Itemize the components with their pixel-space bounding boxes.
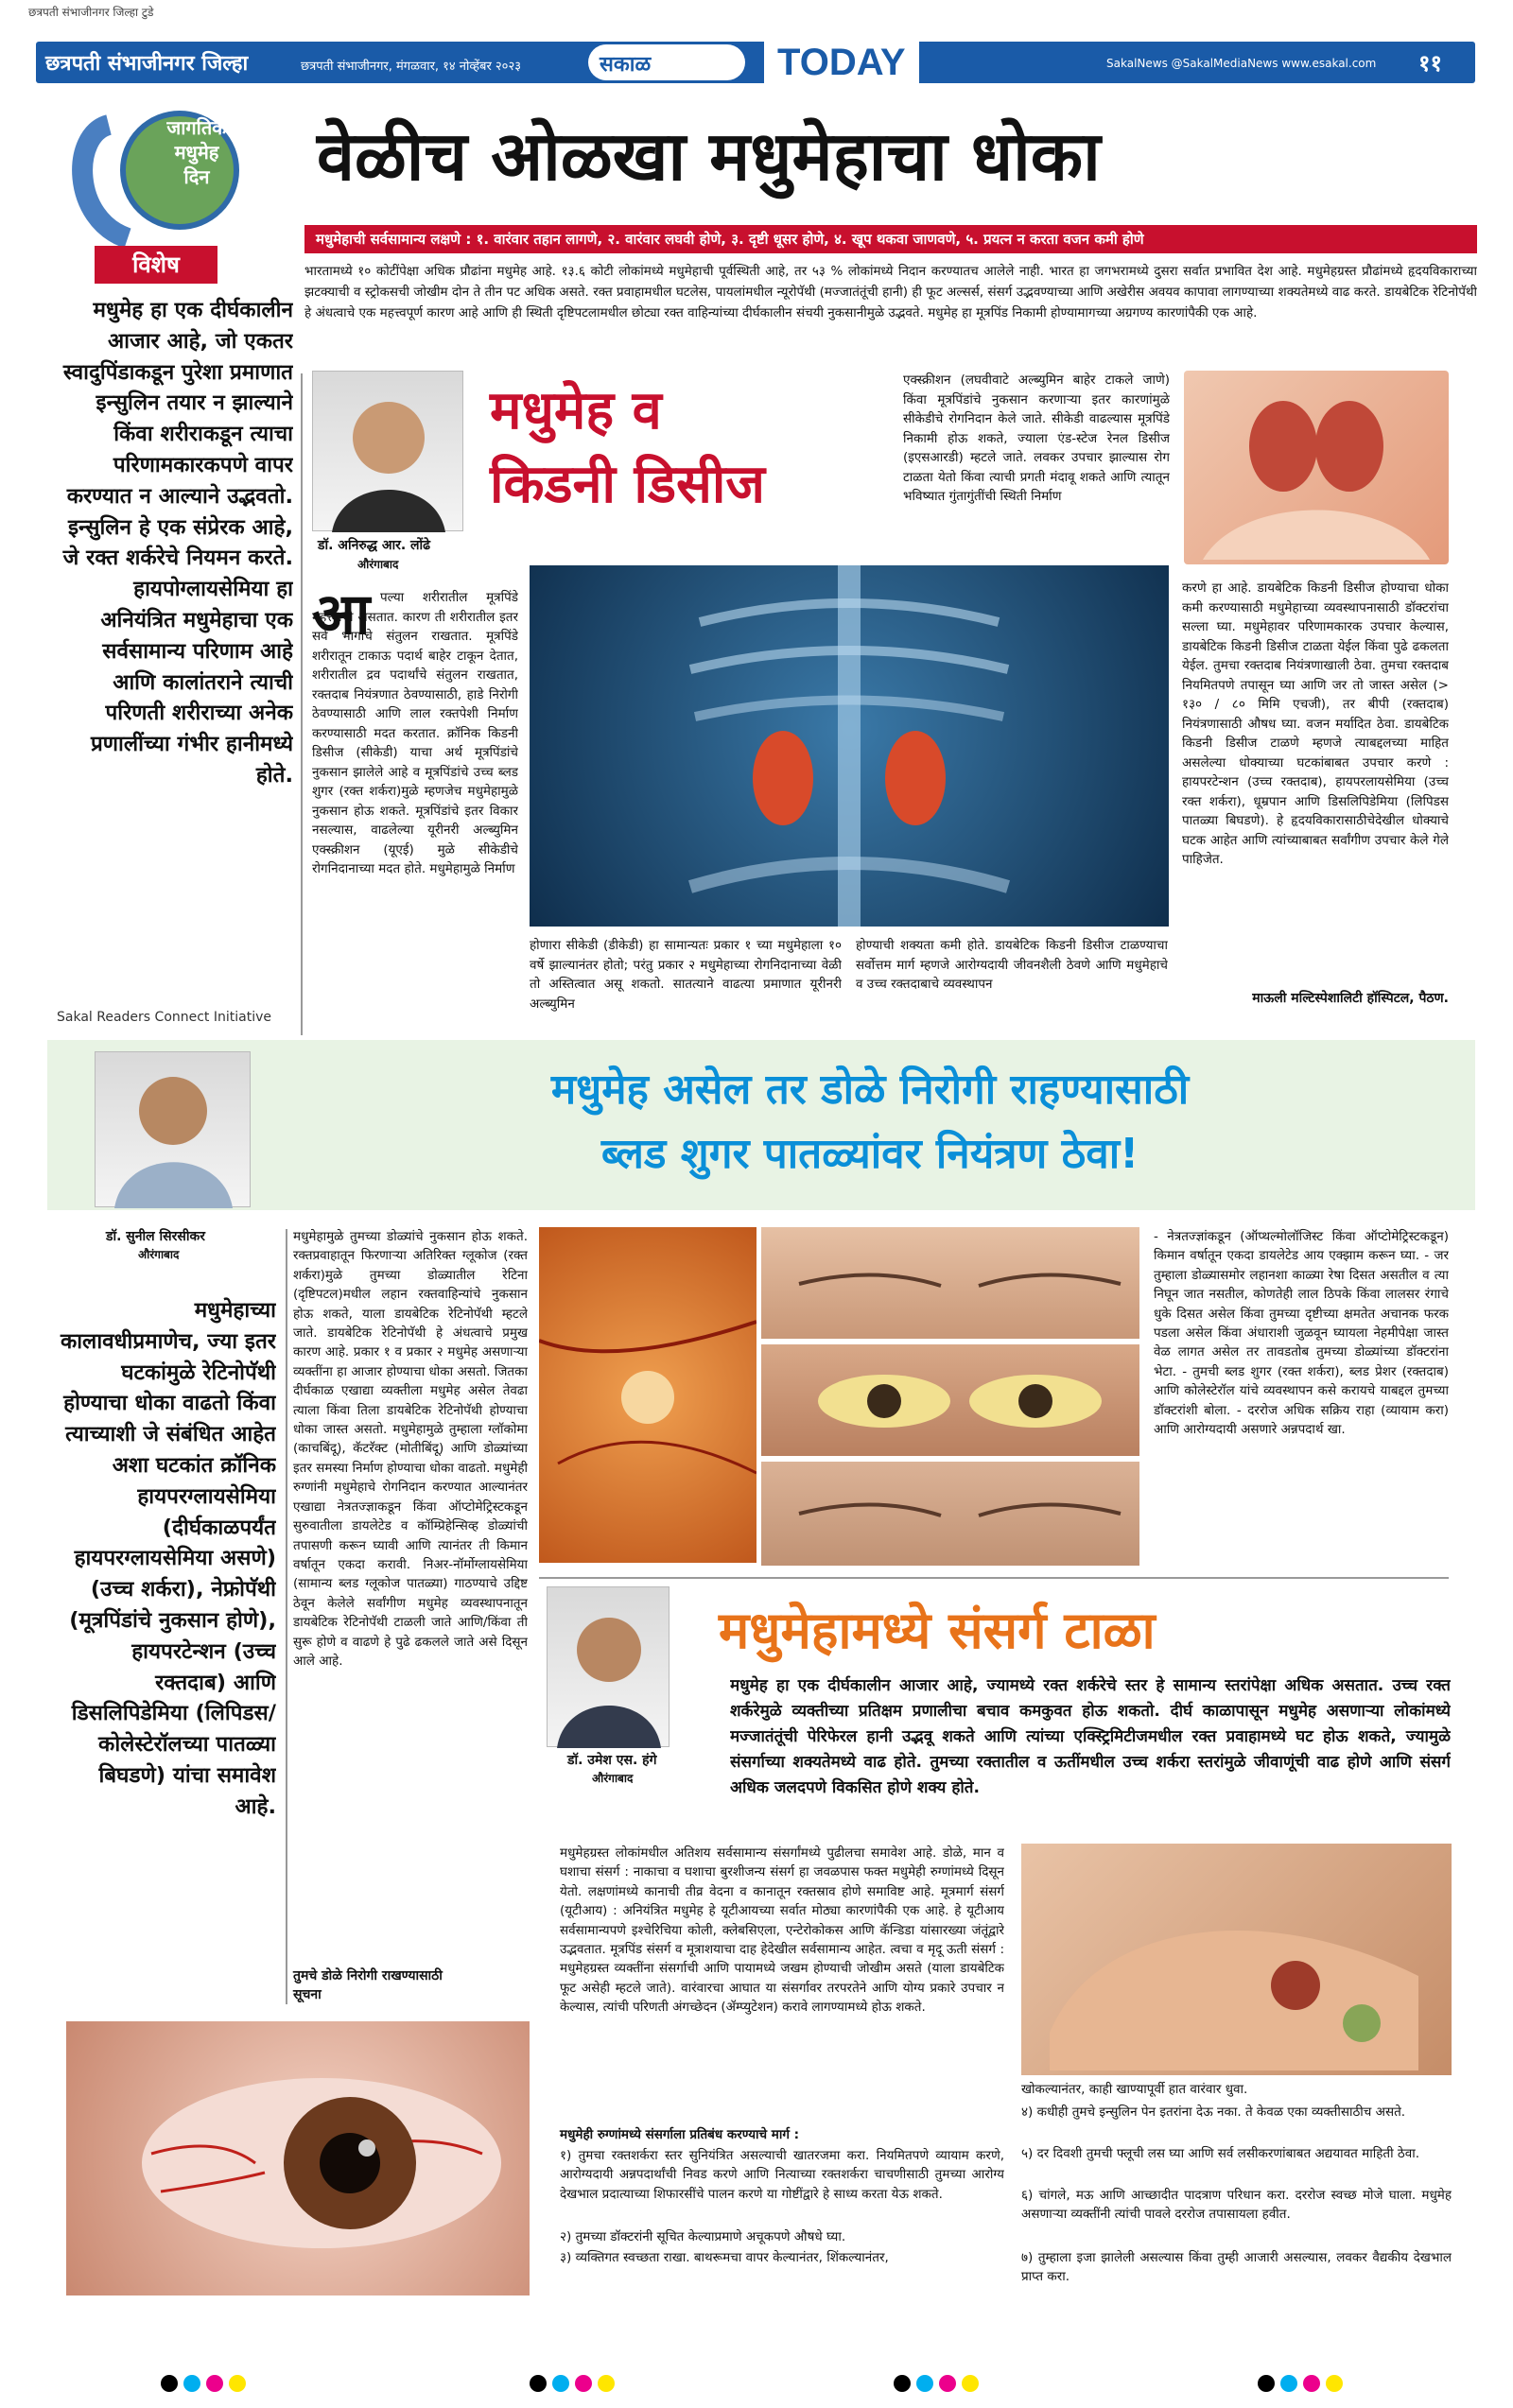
red-eye-image [66, 2021, 530, 2295]
column-divider-2 [286, 1229, 287, 2004]
kidney-author: डॉ. अनिरुद्ध आर. लोंढे [318, 538, 431, 553]
infection-author-location: औरंगाबाद [592, 1772, 634, 1785]
eyes-title-1: मधुमेह असेल तर डोळे निरोगी राहण्यासाठी [550, 1065, 1190, 1114]
eyes-mid-text: मधुमेहामुळे तुमच्या डोळ्यांचे नुकसान होऊ शकते. रक्तप्रवाहातून फिरणाऱ्या अतिरिक्त ग्लूकोज (रक्त शर्करा)मुळे तुमच्या डोळ्यातील रेटिना (दृष्टिपटल)मधील लहान रक्तवाहिन्यांचे नुकसान होऊ शकते, याला डायबेटिक रेटिनोपॅथी म्हटले जाते. डायबेटिक रेटिनोपॅथी हे अंधत्वाचे प्रमुख कारण आहे. प्रकार १ व प्रकार २ मधुमेह असणाऱ्या व्यक्तींना हा आजार होण्याचा धोका असतो. जितका दीर्घकाळ एखाद्या व्यक्तीला मधुमेह असेल तेवढा त्याला किंवा तिला डायबेटिक रेटिनोपॅथी होण्याचा धोका जास्त असतो. मधुमेहामुळे तुम्हाला ग्लॉकोमा (काचबिंदू), कॅटरॅक्ट (मोतीबिंदू) आणि डोळ्यांच्या इतर समस्या निर्माण होण्याचा धोका वाढतो. मधुमेही रुग्णांनी मधुमेहाचे रोगनिदान करण्यात आल्यानंतर एखाद्या नेत्रतज्ज्ञाकडून किंवा ऑप्टोमेट्रिस्टकडून सुरुवातीला डायलेटेड व कॉम्प्रिहेन्सिव्ह डोळ्यांची तपासणी करून घ्यावी आणि त्यानंतर ती किमान वर्षातून एकदा करावी. निअर-नॉर्मोग्लायसेमिया (सामान्य ब्लड ग्लूकोज पातळ्या) गाठण्याचे उद्दिष्ट ठेवून केलेले सर्वांगीण मधुमेह व्यवस्थापनातून डायबेटिक रेटिनोपॅथी टाळली जाते आणि/किंवा ती सुरू होणे व वाढणे हे पुढे ढकलले जाते असे दिसून आले आहे. [293, 1229, 528, 1669]
author-photo-londhe [312, 371, 463, 531]
intro-paragraph: भारतामध्ये १० कोटींपेक्षा अधिक प्रौढांना मधुमेह आहे. १३.६ कोटी लोकांमध्ये मधुमेहाची पूर्वस्थिती आहे, तर ५३ % लोकांमध्ये निदान करण्यातच आलेले नाही. भारत हा जगभरामध्ये दुसरा सर्वात प्रभावित देश आहे. मधुमेहग्रस्त प्रौढांमध्ये हृदयविकाराच्या झटक्याची व स्ट्रोकसची जोखीम दोन ते तीन पट अधिक असते. रक्त प्रवाहामधील घटलेस, पायलांमधील न्यूरोपॅथी (मज्जातंतूंची हानी) ही फूट अल्सर्स, संसर्ग उद्भवण्याच्या आणि अखेरीस अवयव कापावा लागण्याच्या शक्यतेमध्ये वाढ करते. डायबेटिक रेटिनोपॅथी हे अंधत्वाचे एक महत्त्वपूर्ण कारण आहे आणि ही स्थिती दृष्टिपटलामधील छोट्या रक्त वाहिन्यांच्या दीर्घकालीन संचयी नुकसानीमुळे उद्भवते. मधुमेह हा मूत्रपिंड निकामी होण्यामागच्या अग्रगण्य कारणांपैकी एक आहे. [304, 264, 1477, 320]
kidneys-illustration [1184, 371, 1449, 564]
eye-icon [66, 2021, 530, 2295]
author-photo-sirsikar [95, 1051, 251, 1207]
infection-right-top: खोकल्यानंतर, काही खाण्यापूर्वी हात वारंवार धुवा. [1021, 2082, 1248, 2097]
badge-line3: दिन [183, 165, 210, 188]
kidney-author-location: औरंगाबाद [357, 558, 399, 571]
author-photo-hange [547, 1586, 670, 1747]
prevention-item-7: ७) तुम्हाला इजा झालेली असल्यास किंवा तुम्ही आजारी असल्यास, लवकर वैद्यकीय देखभाल प्राप्त करा. [1021, 2250, 1452, 2285]
eyes-right-text: - नेत्रतज्ज्ञांकडून (ऑप्थल्मोलॉजिस्ट किंवा ऑप्टोमेट्रिस्टकडून) किमान वर्षातून एकदा डायलेटेड आय एक्झाम करून घ्या. - जर तुम्हाला डोळ्यासमोर लहानशा काळ्या रेषा दिसत असतील व त्या निघून जात नसतील, कोणतेही लाल ठिपके किंवा लालसर रंगाचे धुके दिसत असेल किंवा तुमच्या दृष्टीच्या क्षमतेत अचानक फरक पडला असेल किंवा अंधाराशी जुळवून घ्यायला नेहमीपेक्षा जास्त वेळ लागत असेल तर तावडतोब तुमच्या डोळ्यांच्या डॉक्टरांना भेटा. - तुमची ब्लड शुगर (रक्त शर्करा), ब्लड प्रेशर (रक्तदाब) आणि कोलेस्टेरॉल यांचे व्यवस्थापन कसे करायचे याबद्दल तुमच्या डॉक्टरांशी बोला. - दररोज अधिक सक्रिय राहा (व्यायाम करा) आणि आरोग्यदायी असणारे अन्नपदार्थ खा. [1154, 1229, 1449, 1438]
prevention-heading: मधुमेही रुग्णांमध्ये संसर्गाला प्रतिबंध करण्याचे मार्ग : [560, 2127, 800, 2142]
running-head: छत्रपती संभाजीनगर जिल्हा टुडे [28, 6, 154, 19]
eye-icon [761, 1462, 1139, 1566]
closed-eye-image [761, 1227, 1139, 1339]
column-divider [301, 373, 303, 1035]
eyes-tips-heading-2: सूचना [293, 1987, 322, 2002]
kidney-dropcap: आ [312, 581, 371, 648]
swollen-eye-image [761, 1462, 1139, 1566]
kidney-title-2: किडनी डिसीज [490, 454, 765, 515]
badge-line2: मधुमेह [174, 141, 219, 164]
kidney-title-1: मधुमेह व [490, 380, 662, 442]
kidney-hospital-credit: माऊली मल्टिस्पेशालिटी हॉस्पिटल, पैठण. [1252, 991, 1449, 1006]
infection-lead: मधुमेह हा एक दीर्घकालीन आजार आहे, ज्यामध्ये रक्त शर्करेचे स्तर हे सामान्य स्तरांपेक्षा अधिक असतात. उच्च रक्त शर्करेमुळे व्यक्तीच्या प्रतिक्षम प्रणालीचा बचाव कमकुवत होऊ शकतो. दीर्घ काळापासून मधुमेह असणाऱ्या लोकांमध्ये मज्जातंतूंची पेरिफेरल हानी उद्भवू शकते आणि त्यांच्या एक्स्ट्रिमिटीजमधील रक्त प्रवाहामध्ये घट होऊ शकते, ज्यामुळे संसर्गाच्या शक्यतेमध्ये वाढ होते. तुमच्या रक्तातील व ऊतींमधील उच्च शर्करा स्तरांमुळे जीवाणूंची वाढ होणे आणि संसर्ग अधिक जलदपणे विकसित होणे शक्य होते. [730, 1676, 1451, 1797]
prevention-item-1: १) तुमचा रक्तशर्करा स्तर सुनियंत्रित असल्याची खातरजमा करा. नियमितपणे व्यायाम करणे, आरोग्यदायी अन्नपदार्थांची निवड करणे आणि नित्याच्या रक्तशर्करा चाचणीसाठी तुमच्या आरोग्य देखभाल प्रदात्याच्या शिफारसींचे पालन करणे या गोष्टींद्वारे हे साध्य करता येऊ शकते. [560, 2148, 1004, 2202]
district-title: छत्रपती संभाजीनगर जिल्हा [45, 52, 249, 76]
section-divider [539, 1577, 1449, 1579]
eye-icon [761, 1227, 1139, 1339]
kidney-col2-top: एक्स्क्रीशन (लघवीवाटे अल्ब्युमिन बाहेर टाकले जाणे) किंवा मूत्रपिंडांचे नुकसान करणाऱ्या इतर कारणांमुळे सीकेडीचे रोगनिदान केले जाते. सीकेडी वाढल्यास मूत्रपिंडे निकामी होऊ शकते, ज्याला एंड-स्टेज रेनल डिसीज (इएसआरडी) म्हटले जाते. लवकर उपचार झाल्यास रोग टाळता येतो किंवा त्याची प्रगती मंदावू शकते आणि त्यातून भविष्यात गुंतागुंतींची स्थिती निर्माण [903, 372, 1170, 504]
main-title: वेळीच ओळखा मधुमेहाचा धोका [317, 116, 1101, 196]
eyes-tips-heading: तुमचे डोळे निरोगी राखण्यासाठी [293, 1968, 443, 1984]
prevention-item-3: ३) व्यक्तिगत स्वच्छता राखा. बाथरूमचा वापर केल्यानंतर, शिंकल्यानंतर, [560, 2250, 889, 2265]
kidney-col1: पल्या शरीरातील मूत्रपिंडे महत्त्वाची असतात. कारण ती शरीरातील इतर सर्व भागांचे संतुलन राखतात. मूत्रपिंडे शरीरातून टाकाऊ पदार्थ बाहेर टाकून देतात, शरीरातील द्रव पदार्थांचे संतुलन राखतात, रक्तदाब नियंत्रणात ठेवण्यासाठी, हाडे निरोगी ठेवण्यासाठी आणि लाल रक्तपेशी निर्माण करण्यासाठी मदत करतात. क्रॉनिक किडनी डिसीज (सीकेडी) याचा अर्थ मूत्रपिंडांचे नुकसान झालेले आहे व मूत्रपिंडांचे उच्च ब्लड शुगर (रक्त शर्करा)मुळे म्हणजेच मधुमेहामुळे नुकसान होऊ शकते. मूत्रपिंडांचे इतर विकार नसल्यास, वाढलेल्या यूरीनरी अल्ब्युमिन एक्स्क्रीशन (यूएई) मुळे सीकेडीचे रोगनिदानाच्या मदत होते. मधुमेहामुळे निर्माण [312, 590, 518, 876]
symptoms-bar: मधुमेहाची सर्वसामान्य लक्षणे : १. वारंवार तहान लागणे, २. वारंवार लघवी होणे, ३. दृष्टी धूसर होणे, ४. खूप थकवा जाणवणे, ५. प्रयत्न न करता वजन कमी होणे [304, 225, 1477, 253]
social-links[interactable]: SakalNews @SakalMediaNews www.esakal.com [1106, 57, 1377, 70]
prevention-item-4: ४) कधीही तुमचे इन्सुलिन पेन इतरांना देऊ नका. ते केवळ एका व्यक्तीसाठीच असते. [1021, 2105, 1406, 2120]
eyes-left-text: मधुमेहाच्या कालावधीप्रमाणेच, ज्या इतर घटकांमुळे रेटिनोपॅथी होण्याचा धोका वाढतो किंवा त्याच्याशी जे संबंधित आहेत अशा घटकांत क्रॉनिक हायपरग्लायसेमिया (दीर्घकाळपर्यंत हायपरग्लायसेमिया असणे) (उच्च शर्करा), नेफ्रोपॅथी (मूत्रपिंडांचे नुकसान होणे), हायपरटेन्शन (उच्च रक्तदाब) आणि डिसलिपिडेमिया (लिपिडस/ कोलेस्टेरॉलच्या पातळ्या बिघडणे) यांचा समावेश आहे. [60, 1298, 276, 1819]
left-column-text: मधुमेह हा एक दीर्घकालीन आजार आहे, जो एकतर स्वादुपिंडाकडून पुरेशा प्रमाणात इन्सुलिन तयार न झाल्याने किंवा शरीराकडून त्याचा परिणामकारकपणे वापर करण्यात न आल्याने उद्भवतो. इन्सुलिन हे एक संप्रेरक आहे, जे रक्त शर्करेचे नियमन करते. हायपोग्लायसेमिया हा अनियंत्रित मधुमेहाचा एक सर्वसामान्य परिणाम आहे आणि कालांतराने त्याची परिणती शरीराच्या अनेक प्रणालींच्या गंभीर हानीमध्ये होते. [62, 298, 293, 788]
kidney-hands-image [1184, 371, 1449, 564]
prevention-item-5: ५) दर दिवशी तुमची फ्लूची लस घ्या आणि सर्व लसीकरणांबाबत अद्ययावत माहिती ठेवा. [1021, 2146, 1419, 2161]
kidney-bottom-1: होणारा सीकेडी (डीकेडी) हा सामान्यतः प्रकार १ च्या मधुमेहाला १० वर्षे झाल्यानंतर होतो; परंतु प्रकार २ मधुमेहाच्या रोगनिदानाच्या वेळी तो अस्तित्वात असू शकतो. सातत्याने वाढत्या प्रमाणात यूरीनरी अल्ब्युमिन [530, 938, 842, 1012]
yellow-eye-image [761, 1344, 1139, 1456]
retina-image [539, 1227, 756, 1563]
infection-title: मधुमेहामध्ये संसर्ग टाळा [719, 1601, 1156, 1660]
infection-body: मधुमेहग्रस्त लोकांमधील अतिशय सर्वसामान्य संसर्गांमध्ये पुढीलचा समावेश आहे. डोळे, मान व घशाचा संसर्ग : नाकाचा व घशाचा बुरशीजन्य संसर्ग हा जवळपास फक्त मधुमेही रुग्णांमध्ये दिसून येतो. लक्षणांमध्ये कानाची तीव्र वेदना व कानातून रक्तस्राव होणे समाविष्ट आहे. मूत्रमार्ग संसर्ग (यूटीआय) : अनियंत्रित मधुमेह हे यूटीआयच्या सर्वात मोठ्या कारणांपैकी एक आहे. हे यूटीआय सर्वसामान्यपणे इश्चेरिचिया कोली, क्लेबसिएला, एन्टेरोकोकस आणि कॅन्डिडा यांसारख्या जंतूंद्वारे उद्भवतात. मूत्रपिंड संसर्ग व मूत्राशयाचा दाह हेदेखील सर्वसामान्य आहेत. त्वचा व मृदू ऊती संसर्ग : मधुमेहग्रस्त व्यक्तींना संसर्गाची आणि पायामध्ये जखम होण्याची जोखीम असते (याला डायबेटिक फूट असेही म्हटले जाते). वारंवारचा आघात या संसर्गावर तरपरतेने आणि योग्य प्रकारे उपचार न केल्यास, त्यांची परिणती अंगच्छेदन (ॲम्प्युटेशन) करावे लागण्यामध्ये होऊ शकते. [560, 1845, 1004, 2016]
registration-marks-4 [1258, 2375, 1371, 2394]
xray-kidney-image [530, 565, 1169, 927]
kidney-col3: करणे हा आहे. डायबेटिक किडनी डिसीज होण्याचा धोका कमी करण्यासाठी मधुमेहाच्या व्यवस्थापनासाठी डॉक्टरांचा सल्ला घ्या. मधुमेहावर परिणामकारक उपचार केल्यास, डायबेटिक किडनी डिसीज टाळता येईल किंवा पुढे ढकलता येईल. तुमचा रक्तदाब नियंत्रणाखाली ठेवा. तुमचा रक्तदाब नियमितपणे तपासून घ्या आणि जर तो जास्त असेल (> १३० / ८० मिमि एचजी), तर बीपी (रक्तदाब) नियंत्रणासाठी औषध घ्या. वजन मर्यादित ठेवा. डायबेटिक किडनी डिसीज टाळणे म्हणजे त्याबद्दलच्या माहित असलेल्या धोक्याच्या घटकांबाबत उपचार करणे : हायपरटेन्शन (उच्च रक्तदाब), हायपरलायसेमिया (उच्च रक्त शर्करा), धूम्रपान आणि डिसलिपिडेमिया (लिपिडस पातळ्या बिघडणे). हे हृदयविकारासाठीचेदेखील धोक्याचे घटक आहेत आणि त्यांच्याबाबत सर्वांगीण उपचार केले गेले पाहिजेत. [1182, 580, 1449, 867]
person-icon [548, 1587, 670, 1748]
person-icon [96, 1052, 252, 1208]
eyes-title-2: ब्लड शुगर पातळ्यांवर नियंत्रण ठेवा! [600, 1130, 1139, 1178]
eyes-author-location: औरंगाबाद [138, 1248, 180, 1261]
blood-vessels-illustration [539, 1227, 756, 1563]
infection-author: डॉ. उमेश एस. हंगे [567, 1753, 657, 1768]
prevention-item-6: ६) चांगले, मऊ आणि आच्छादीत पादत्राण परिधान करा. दररोज स्वच्छ मोजे घाला. मधुमेह असणाऱ्या व्यक्तींनी त्यांची पावले दररोज तपासायला हवीत. [1021, 2188, 1452, 2223]
registration-marks-1 [161, 2375, 274, 2394]
page-number: ११ [1418, 50, 1442, 77]
eye-icon [761, 1344, 1139, 1456]
foot-illustration [1021, 1844, 1452, 2075]
diabetic-foot-image [1021, 1844, 1452, 2075]
prevention-item-2: २) तुमच्या डॉक्टरांनी सूचित केल्याप्रमाणे अचूकपणे औषधे घ्या. [560, 2229, 846, 2244]
person-icon [313, 372, 464, 532]
skeleton-kidney-illustration [530, 565, 1169, 927]
dateline: छत्रपती संभाजीनगर, मंगळवार, १४ नोव्हेंबर २०२३ [301, 60, 521, 74]
vishesh-tag: विशेष [95, 246, 217, 284]
eyes-author: डॉ. सुनील सिरसीकर [106, 1229, 205, 1244]
registration-marks-2 [530, 2375, 643, 2394]
today-logo: TODAY [764, 38, 919, 87]
readers-credit: Sakal Readers Connect Initiative [57, 1010, 272, 1025]
brand-logo: सकाळ [600, 53, 652, 77]
registration-marks-3 [894, 2375, 1007, 2394]
kidney-bottom-2: होण्याची शक्यता कमी होते. डायबेटिक किडनी डिसीज टाळण्याचा सर्वोत्तम मार्ग म्हणजे आरोग्यदायी जीवनशैली ठेवणे आणि मधुमेहाचे व उच्च रक्तदाबाचे व्यवस्थापन [856, 938, 1168, 992]
badge-line1: जागतिक [166, 116, 227, 139]
